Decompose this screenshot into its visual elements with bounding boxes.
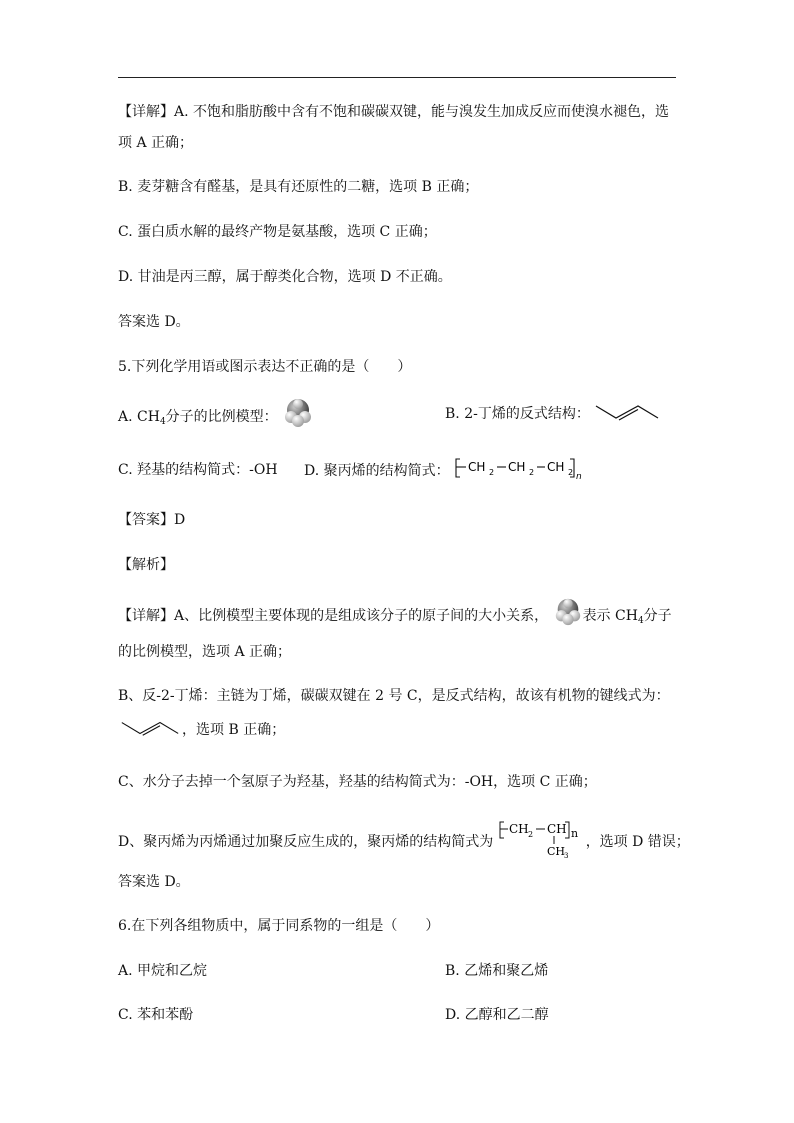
d-right-branch: CH [546,845,565,858]
d-wrong-g1-sub: 2 [489,468,495,477]
d-right-g1-sub: 2 [527,830,533,839]
d-wrong-g2-sub: 2 [529,468,535,477]
q5-exp-a-text: 【详解】A、比例模型主要体现的是组成该分子的原子间的大小关系， [118,608,549,624]
q4-detail-a-cont: 项 A 正确； [118,135,194,151]
q5-answer-label: 【答案】D [118,512,186,528]
q5-exp-a-sub: 4 [637,616,644,626]
q5-option-a-prefix: A. CH [118,409,160,425]
d-wrong-n: n [576,472,582,481]
q5-option-b-label: B. 2-丁烯的反式结构： [445,406,590,422]
q5-exp-b-tail: ，选项 B 正确； [182,722,286,738]
polypropylene-wrong-formula [454,455,584,481]
q5-option-c: C. 羟基的结构简式：-OH [118,462,278,478]
methane-spacefill-icon [282,397,314,429]
q5-analysis-label: 【解析】 [118,557,174,573]
q4-detail-d: D. 甘油是丙三醇，属于醇类化合物，选项 D 不正确。 [118,269,452,285]
q5-exp-a [118,605,672,627]
q5-answer: 答案选 D。 [118,874,190,890]
q4-answer: 答案选 D。 [118,314,190,330]
d-wrong-g3: CH [547,460,565,474]
q5-exp-b: B、反-2-丁烯：主链为丁烯，碳碳双键在 2 号 C，是反式结构，故该有机物的键线式为： [118,688,670,704]
d-right-n: n [570,827,578,840]
d-wrong-g2: CH [508,460,526,474]
q5-option-a [118,405,314,429]
header-rule [118,77,676,78]
q5-option-a-sub: 4 [159,417,166,427]
q5-option-d [304,461,584,481]
q6-option-d: D. 乙醇和乙二醇 [445,1007,549,1023]
q5-exp-d [118,822,690,860]
methane-spacefill-icon-2 [553,597,583,627]
q4-detail-c: C. 蛋白质水解的最终产物是氨基酸，选项 C 正确； [118,224,437,240]
q5-exp-d-tail: ，选项 D 错误； [585,834,690,850]
q6-option-a: A. 甲烷和乙烷 [118,963,208,979]
q6-option-b: B. 乙烯和聚乙烯 [445,963,549,979]
q5-exp-a-tail: 分子 [643,608,672,624]
q4-detail-a: 【详解】A. 不饱和脂肪酸中含有不饱和碳碳双键，能与溴发生加成反应而使溴水褪色，选 [118,104,670,120]
d-right-g2: CH [546,822,567,836]
q5-option-d-label: D. 聚丙烯的结构简式： [304,463,450,479]
q5-exp-c: C、水分子去掉一个氢原子为羟基，羟基的结构简式为：-OH，选项 C 正确； [118,774,597,790]
d-right-branch-sub: 3 [563,852,569,860]
q5-option-a-suffix: 分子的比例模型： [165,409,278,425]
trans-2-butene-skeletal-icon [594,401,660,423]
q5-exp-a-cont: 的比例模型，选项 A 正确； [118,644,292,660]
q5-option-b [445,405,660,423]
q5-exp-b-cont [118,721,285,739]
d-wrong-g1: CH [468,460,486,474]
polypropylene-correct-formula [498,820,586,860]
q5-exp-a-represents: 表示 CH [582,608,638,624]
q5-exp-d-text: D、聚丙烯为丙烯通过加聚反应生成的，聚丙烯的结构简式为 [118,834,494,850]
d-right-g1: CH [508,822,529,836]
q4-detail-b: B. 麦芽糖含有醛基，是具有还原性的二糖，选项 B 正确； [118,179,479,195]
q5-question: 5.下列化学用语或图示表达不正确的是（ ） [118,359,412,375]
d-wrong-g3-sub: 2 [568,468,574,477]
q6-question: 6.在下列各组物质中，属于同系物的一组是（ ） [118,918,440,934]
q6-option-c: C. 苯和苯酚 [118,1007,194,1023]
trans-2-butene-skeletal-icon-2 [118,718,182,738]
